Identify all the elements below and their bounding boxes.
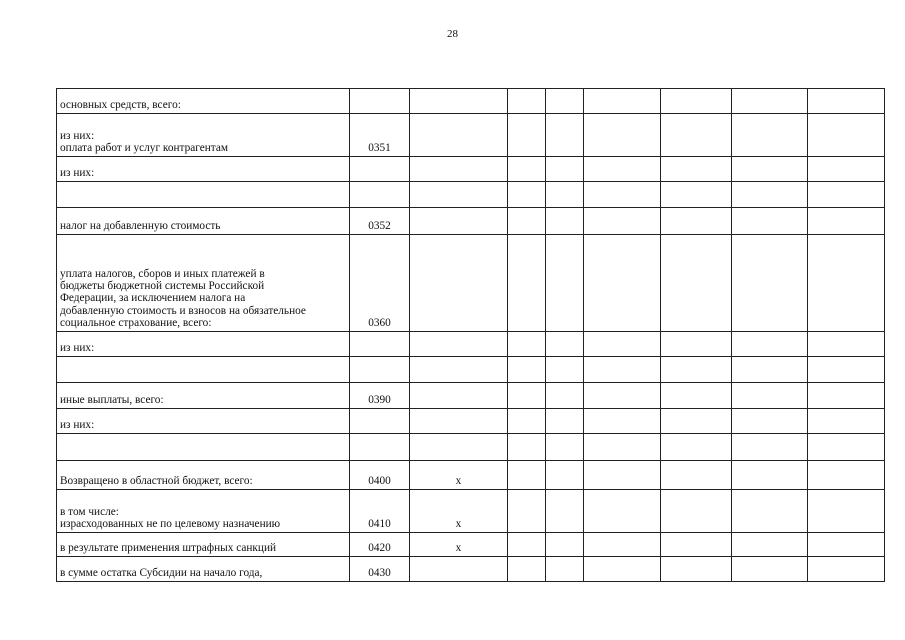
table-row xyxy=(57,332,885,357)
row-code: 0360 xyxy=(350,235,410,332)
table-row xyxy=(57,490,885,533)
value-cell xyxy=(584,235,661,332)
value-cell xyxy=(546,357,584,383)
value-cell xyxy=(508,157,546,182)
value-cell xyxy=(808,533,885,557)
row-label: налог на добавленную стоимость xyxy=(57,208,350,235)
value-cell xyxy=(732,208,808,235)
value-cell xyxy=(661,357,732,383)
row-mark: x xyxy=(410,461,508,490)
value-cell xyxy=(546,157,584,182)
row-label: из них: xyxy=(57,157,350,182)
value-cell xyxy=(584,89,661,114)
row-mark xyxy=(410,332,508,357)
value-cell xyxy=(508,557,546,582)
value-cell xyxy=(584,208,661,235)
value-cell xyxy=(808,332,885,357)
row-mark xyxy=(410,235,508,332)
value-cell xyxy=(508,434,546,461)
report-body xyxy=(57,89,885,582)
value-cell xyxy=(732,533,808,557)
value-cell xyxy=(546,383,584,409)
row-label xyxy=(57,357,350,383)
value-cell xyxy=(508,208,546,235)
value-cell xyxy=(508,89,546,114)
row-label: уплата налогов, сборов и иных платежей в бюджеты бюджетной системы Российской Федерации, за исключением налога на добавленную стоимость и взносов на обязательное социальное страхование, всего: xyxy=(57,235,350,332)
value-cell xyxy=(808,409,885,434)
value-cell xyxy=(661,332,732,357)
row-code xyxy=(350,434,410,461)
value-cell xyxy=(508,383,546,409)
row-label: из них: xyxy=(57,332,350,357)
value-cell xyxy=(546,434,584,461)
value-cell xyxy=(661,533,732,557)
value-cell xyxy=(661,208,732,235)
value-cell xyxy=(661,490,732,533)
value-cell xyxy=(808,157,885,182)
row-mark xyxy=(410,557,508,582)
value-cell xyxy=(661,461,732,490)
value-cell xyxy=(732,490,808,533)
row-mark xyxy=(410,383,508,409)
value-cell xyxy=(732,157,808,182)
row-code xyxy=(350,409,410,434)
value-cell xyxy=(661,235,732,332)
row-code xyxy=(350,332,410,357)
row-code xyxy=(350,157,410,182)
row-code: 0352 xyxy=(350,208,410,235)
value-cell xyxy=(732,357,808,383)
value-cell xyxy=(508,357,546,383)
value-cell xyxy=(508,409,546,434)
row-code: 0420 xyxy=(350,533,410,557)
report-table xyxy=(56,88,885,582)
row-label: в результате применения штрафных санкций xyxy=(57,533,350,557)
value-cell xyxy=(808,383,885,409)
value-cell xyxy=(808,557,885,582)
value-cell xyxy=(808,434,885,461)
value-cell xyxy=(732,114,808,157)
row-code: 0430 xyxy=(350,557,410,582)
value-cell xyxy=(732,409,808,434)
value-cell xyxy=(661,383,732,409)
value-cell xyxy=(732,332,808,357)
value-cell xyxy=(584,461,661,490)
value-cell xyxy=(732,434,808,461)
value-cell xyxy=(661,557,732,582)
value-cell xyxy=(546,114,584,157)
value-cell xyxy=(584,490,661,533)
value-cell xyxy=(508,490,546,533)
value-cell xyxy=(546,208,584,235)
value-cell xyxy=(546,533,584,557)
value-cell xyxy=(808,461,885,490)
row-code: 0351 xyxy=(350,114,410,157)
value-cell xyxy=(732,383,808,409)
value-cell xyxy=(732,89,808,114)
value-cell xyxy=(546,182,584,208)
value-cell xyxy=(508,182,546,208)
row-code: 0400 xyxy=(350,461,410,490)
value-cell xyxy=(732,461,808,490)
value-cell xyxy=(584,357,661,383)
row-mark xyxy=(410,208,508,235)
table-row xyxy=(57,208,885,235)
value-cell xyxy=(584,182,661,208)
value-cell xyxy=(808,208,885,235)
row-mark xyxy=(410,114,508,157)
value-cell xyxy=(732,235,808,332)
value-cell xyxy=(584,157,661,182)
value-cell xyxy=(546,332,584,357)
row-label: в сумме остатка Субсидии на начало года, xyxy=(57,557,350,582)
value-cell xyxy=(508,332,546,357)
value-cell xyxy=(584,533,661,557)
row-label: в том числе: израсходованных не по целевому назначению xyxy=(57,490,350,533)
table-row xyxy=(57,557,885,582)
value-cell xyxy=(661,114,732,157)
table-row xyxy=(57,114,885,157)
value-cell xyxy=(584,332,661,357)
value-cell xyxy=(584,409,661,434)
row-label: из них: xyxy=(57,409,350,434)
value-cell xyxy=(584,114,661,157)
value-cell xyxy=(808,490,885,533)
row-label xyxy=(57,182,350,208)
value-cell xyxy=(546,557,584,582)
row-label: Возвращено в областной бюджет, всего: xyxy=(57,461,350,490)
row-label: из них: оплата работ и услуг контрагентам xyxy=(57,114,350,157)
table-row xyxy=(57,89,885,114)
row-mark: x xyxy=(410,490,508,533)
page-number: 28 xyxy=(447,28,458,40)
value-cell xyxy=(808,357,885,383)
value-cell xyxy=(546,409,584,434)
row-mark xyxy=(410,357,508,383)
value-cell xyxy=(546,490,584,533)
value-cell xyxy=(508,114,546,157)
row-label: иные выплаты, всего: xyxy=(57,383,350,409)
value-cell xyxy=(584,557,661,582)
value-cell xyxy=(661,409,732,434)
value-cell xyxy=(546,89,584,114)
value-cell xyxy=(732,557,808,582)
row-mark xyxy=(410,409,508,434)
value-cell xyxy=(808,182,885,208)
table-row xyxy=(57,409,885,434)
value-cell xyxy=(808,89,885,114)
value-cell xyxy=(508,533,546,557)
row-code xyxy=(350,182,410,208)
row-code xyxy=(350,89,410,114)
value-cell xyxy=(584,383,661,409)
value-cell xyxy=(661,434,732,461)
table-row xyxy=(57,434,885,461)
row-mark: x xyxy=(410,533,508,557)
row-mark xyxy=(410,182,508,208)
row-label: основных средств, всего: xyxy=(57,89,350,114)
table-row xyxy=(57,182,885,208)
value-cell xyxy=(661,182,732,208)
value-cell xyxy=(546,235,584,332)
value-cell xyxy=(808,235,885,332)
value-cell xyxy=(584,434,661,461)
value-cell xyxy=(808,114,885,157)
table-row xyxy=(57,383,885,409)
row-mark xyxy=(410,157,508,182)
table-row xyxy=(57,235,885,332)
value-cell xyxy=(661,157,732,182)
value-cell xyxy=(508,235,546,332)
row-mark xyxy=(410,89,508,114)
value-cell xyxy=(546,461,584,490)
value-cell xyxy=(732,182,808,208)
value-cell xyxy=(661,89,732,114)
table-row xyxy=(57,461,885,490)
row-code: 0410 xyxy=(350,490,410,533)
table-row xyxy=(57,533,885,557)
row-code: 0390 xyxy=(350,383,410,409)
table-row xyxy=(57,157,885,182)
table-row xyxy=(57,357,885,383)
row-code xyxy=(350,357,410,383)
row-label xyxy=(57,434,350,461)
row-mark xyxy=(410,434,508,461)
value-cell xyxy=(508,461,546,490)
